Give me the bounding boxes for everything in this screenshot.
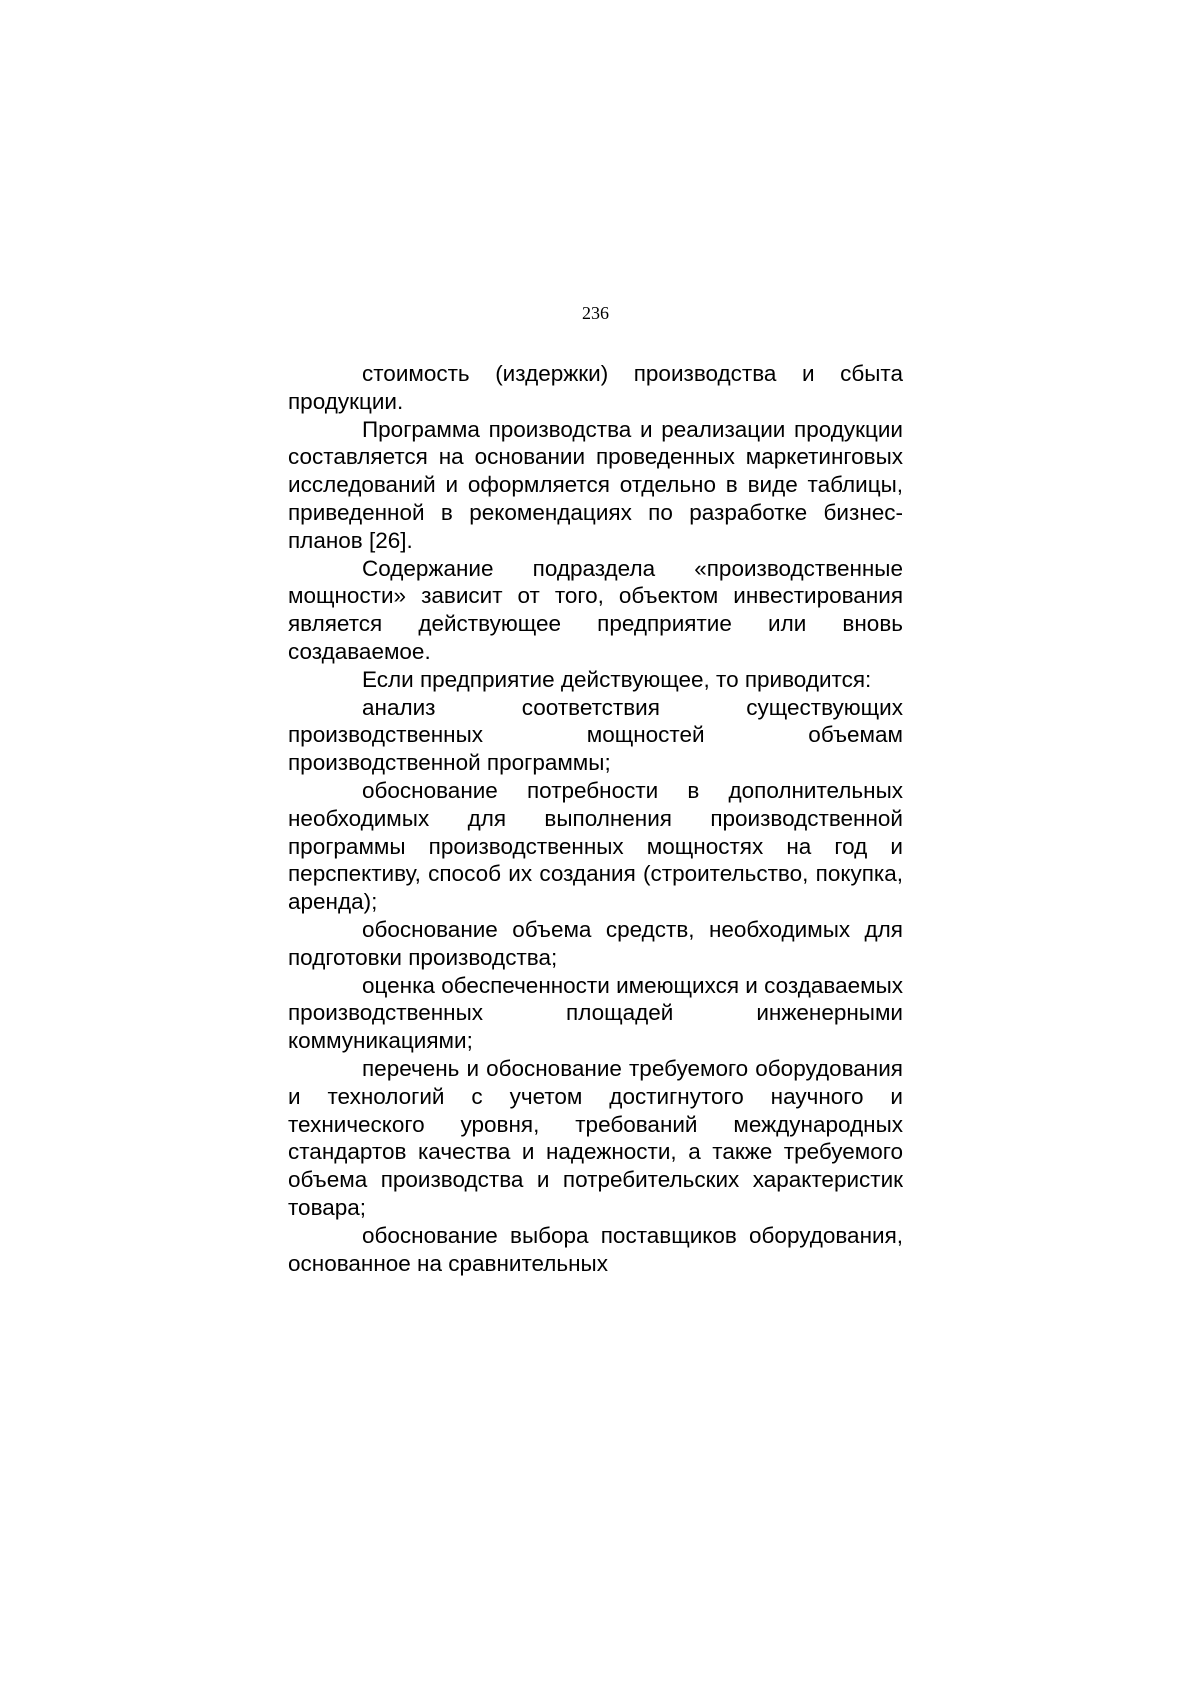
paragraph: Если предприятие действующее, то приводится: — [362, 666, 872, 692]
list-item: обоснование объема средств, необходимых для подготовки производства; — [288, 916, 903, 970]
page-number: 236 — [582, 303, 609, 323]
paragraph: Содержание подраздела «производственные мощности» зависит от того, объектом инвестирования является действующее предприятие или вновь создаваемое. — [288, 555, 903, 664]
list-item: перечень и обоснование требуемого оборудования и технологий с учетом достигнутого научного и технического уровня, требований международных стандартов качества и надежности, а также требуемого объема производства и потребительских характеристик товара; — [288, 1055, 903, 1220]
body-text — [288, 360, 903, 1277]
list-item: обоснование потребности в дополнительных необходимых для выполнения производственной программы производственных мощностях на год и перспективу, способ их создания (строительство, покупка, аренда); — [288, 777, 903, 915]
list-item: анализ соответствия существующих производственных мощностей объемам производственной программы; — [288, 694, 903, 776]
paragraph: Программа производства и реализации продукции составляется на основании проведенных маркетинговых исследований и оформляется отдельно в виде таблицы, приведенной в рекомендациях по разработке бизнес-планов [26]. — [288, 416, 903, 553]
paragraph: стоимость (издержки) производства и сбыта продукции. — [288, 361, 903, 414]
list-item: оценка обеспеченности имеющихся и создаваемых производственных площадей инженерными коммуникациями; — [288, 972, 903, 1054]
list-item: обоснование выбора поставщиков оборудования, основанное на сравнительных — [288, 1222, 903, 1276]
